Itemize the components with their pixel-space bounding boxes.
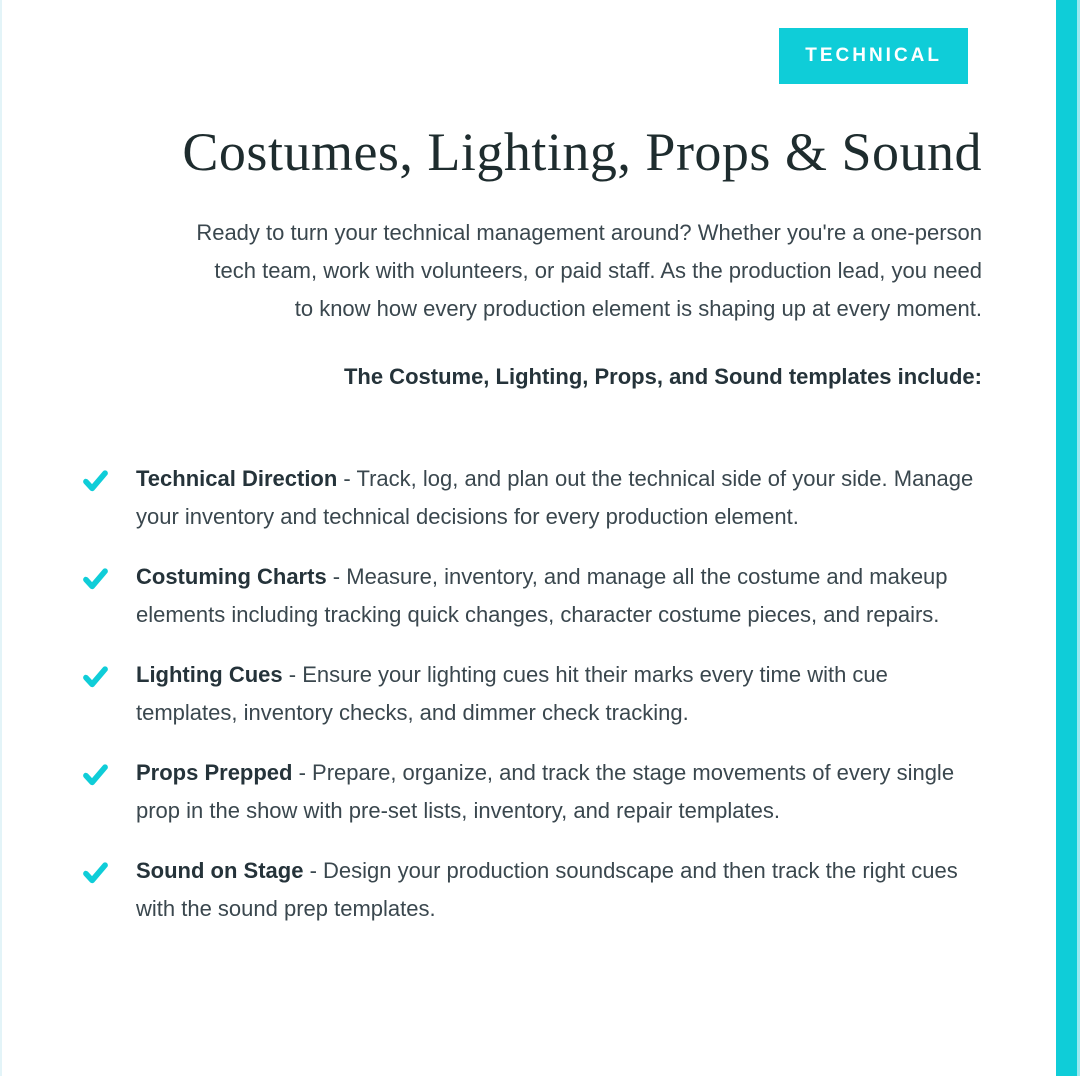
check-icon xyxy=(82,558,136,604)
accent-sidebar xyxy=(1056,0,1080,1076)
intro-line: to know how every production element is shaping up at every moment. xyxy=(294,296,982,321)
content-column xyxy=(82,0,982,950)
feature-name: Costuming Charts xyxy=(136,564,327,589)
feature-description: Ensure your lighting cues hit their marks every time with cue templates, inventory checks, and dimmer check tracking. xyxy=(136,662,888,725)
feature-name: Lighting Cues xyxy=(136,662,283,687)
feature-list xyxy=(82,460,982,928)
feature-description: Measure, inventory, and manage all the costume and makeup elements including tracking quick changes, character costume pieces, and repairs. xyxy=(136,564,948,627)
feature-text xyxy=(136,852,982,928)
category-badge: TECHNICAL xyxy=(779,28,968,84)
intro-line: tech team, work with volunteers, or paid staff. As the production lead, you need xyxy=(214,258,982,283)
feature-separator: - xyxy=(292,760,313,785)
feature-separator: - xyxy=(337,466,357,491)
feature-text xyxy=(136,460,982,536)
badge-row xyxy=(82,0,982,84)
list-item xyxy=(82,754,982,830)
feature-name: Sound on Stage xyxy=(136,858,304,883)
feature-separator: - xyxy=(303,858,324,883)
feature-separator: - xyxy=(282,662,303,687)
intro-paragraph xyxy=(82,214,982,328)
check-icon xyxy=(82,754,136,800)
check-icon xyxy=(82,656,136,702)
list-item xyxy=(82,852,982,928)
feature-name: Technical Direction xyxy=(136,466,338,491)
feature-text xyxy=(136,754,982,830)
check-icon xyxy=(82,460,136,506)
feature-description: Track, log, and plan out the technical side of your side. Manage your inventory and technical decisions for every production element. xyxy=(136,466,974,529)
check-icon xyxy=(82,852,136,898)
list-item xyxy=(82,558,982,634)
page-left-border xyxy=(0,0,2,1076)
feature-text xyxy=(136,656,982,732)
intro-line: Ready to turn your technical management around? Whether you're a one-person xyxy=(196,220,982,245)
feature-name: Props Prepped xyxy=(136,760,293,785)
feature-description: Prepare, organize, and track the stage movements of every single prop in the show with pre-set lists, inventory, and repair templates. xyxy=(136,760,955,823)
feature-text xyxy=(136,558,982,634)
list-item xyxy=(82,460,982,536)
feature-separator: - xyxy=(326,564,347,589)
includes-subheading: The Costume, Lighting, Props, and Sound templates include: xyxy=(343,364,982,389)
feature-description: Design your production soundscape and then track the right cues with the sound prep templates. xyxy=(136,858,958,921)
page-title: Costumes, Lighting, Props & Sound xyxy=(182,122,982,182)
list-item xyxy=(82,656,982,732)
